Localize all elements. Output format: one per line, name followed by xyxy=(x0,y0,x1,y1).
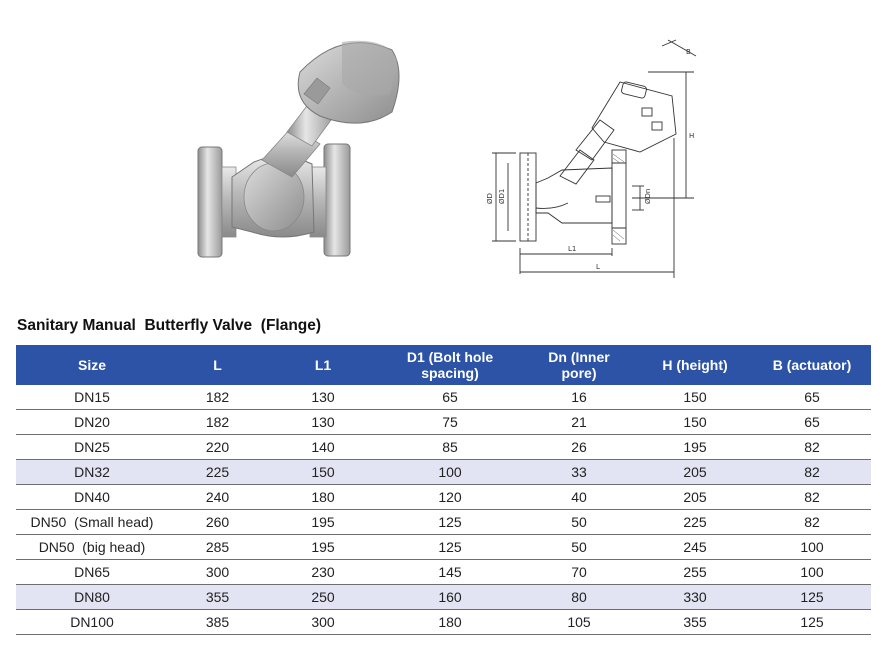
table-row xyxy=(16,610,871,635)
table-row xyxy=(16,410,871,435)
spec-table xyxy=(16,345,871,635)
table-row xyxy=(16,485,871,510)
cell-size: DN40 xyxy=(16,485,168,510)
table-row xyxy=(16,560,871,585)
table-title: Sanitary Manual Butterfly Valve (Flange) xyxy=(17,317,322,334)
cell-l: 385 xyxy=(168,610,267,635)
cell-size: DN50 (Small head) xyxy=(16,510,168,535)
cell-l: 285 xyxy=(168,535,267,560)
cell-size: DN50 (big head) xyxy=(16,535,168,560)
header-dn-line1: Dn (Inner xyxy=(548,349,610,365)
cell-l: 260 xyxy=(168,510,267,535)
cell-h: 150 xyxy=(637,385,753,410)
header-b: B (actuator) xyxy=(753,345,871,385)
cell-b: 125 xyxy=(753,585,871,610)
dim-label-b: B xyxy=(686,48,691,56)
cell-size: DN15 xyxy=(16,385,168,410)
cell-dn: 70 xyxy=(521,560,637,585)
table-row xyxy=(16,435,871,460)
cell-size: DN65 xyxy=(16,560,168,585)
cell-dn: 26 xyxy=(521,435,637,460)
cell-h: 255 xyxy=(637,560,753,585)
cell-size: DN25 xyxy=(16,435,168,460)
table-row xyxy=(16,385,871,410)
cell-h: 225 xyxy=(637,510,753,535)
cell-l1: 250 xyxy=(267,585,379,610)
table-row xyxy=(16,585,871,610)
cell-h: 245 xyxy=(637,535,753,560)
header-d1-line2: spacing) xyxy=(421,365,479,381)
cell-l: 300 xyxy=(168,560,267,585)
cell-d1: 75 xyxy=(379,410,521,435)
cell-h: 330 xyxy=(637,585,753,610)
valve-dimension-drawing xyxy=(472,38,707,278)
cell-b: 125 xyxy=(753,610,871,635)
dim-label-d1: ØD1 xyxy=(498,188,506,204)
header-dn-line2: pore) xyxy=(561,365,597,381)
cell-l1: 300 xyxy=(267,610,379,635)
cell-size: DN100 xyxy=(16,610,168,635)
header-l: L xyxy=(168,345,267,385)
header-size: Size xyxy=(16,345,168,385)
header-dn xyxy=(521,345,637,385)
cell-d1: 125 xyxy=(379,535,521,560)
cell-h: 205 xyxy=(637,460,753,485)
cell-b: 82 xyxy=(753,435,871,460)
cell-d1: 145 xyxy=(379,560,521,585)
dim-label-h: H xyxy=(689,132,695,140)
dim-label-d: ØD xyxy=(486,193,494,204)
valve-product-photo xyxy=(192,32,422,264)
cell-l1: 230 xyxy=(267,560,379,585)
cell-d1: 125 xyxy=(379,510,521,535)
header-h: H (height) xyxy=(637,345,753,385)
cell-b: 82 xyxy=(753,460,871,485)
cell-l1: 195 xyxy=(267,535,379,560)
dim-label-l: L xyxy=(596,263,600,271)
header-d1 xyxy=(379,345,521,385)
cell-dn: 80 xyxy=(521,585,637,610)
cell-d1: 100 xyxy=(379,460,521,485)
cell-l1: 130 xyxy=(267,385,379,410)
cell-l: 182 xyxy=(168,410,267,435)
header-d1-line1: D1 (Bolt hole xyxy=(406,349,494,365)
cell-l1: 195 xyxy=(267,510,379,535)
cell-l: 225 xyxy=(168,460,267,485)
cell-dn: 16 xyxy=(521,385,637,410)
cell-b: 65 xyxy=(753,410,871,435)
cell-dn: 33 xyxy=(521,460,637,485)
dim-label-dn: ØDn xyxy=(644,188,652,204)
cell-dn: 40 xyxy=(521,485,637,510)
cell-dn: 50 xyxy=(521,510,637,535)
cell-b: 100 xyxy=(753,560,871,585)
cell-dn: 21 xyxy=(521,410,637,435)
cell-d1: 85 xyxy=(379,435,521,460)
cell-b: 82 xyxy=(753,510,871,535)
cell-h: 355 xyxy=(637,610,753,635)
cell-h: 205 xyxy=(637,485,753,510)
cell-l1: 140 xyxy=(267,435,379,460)
cell-dn: 50 xyxy=(521,535,637,560)
cell-l1: 180 xyxy=(267,485,379,510)
cell-b: 100 xyxy=(753,535,871,560)
dim-label-l1: L1 xyxy=(568,245,577,253)
cell-b: 65 xyxy=(753,385,871,410)
cell-d1: 180 xyxy=(379,610,521,635)
cell-l: 355 xyxy=(168,585,267,610)
cell-b: 82 xyxy=(753,485,871,510)
cell-l1: 150 xyxy=(267,460,379,485)
cell-l: 220 xyxy=(168,435,267,460)
cell-h: 150 xyxy=(637,410,753,435)
cell-size: DN20 xyxy=(16,410,168,435)
cell-l: 240 xyxy=(168,485,267,510)
cell-d1: 160 xyxy=(379,585,521,610)
cell-l: 182 xyxy=(168,385,267,410)
cell-size: DN80 xyxy=(16,585,168,610)
header-l1: L1 xyxy=(267,345,379,385)
cell-d1: 65 xyxy=(379,385,521,410)
table-row xyxy=(16,460,871,485)
table-header-row xyxy=(16,345,871,385)
cell-h: 195 xyxy=(637,435,753,460)
cell-size: DN32 xyxy=(16,460,168,485)
cell-l1: 130 xyxy=(267,410,379,435)
cell-dn: 105 xyxy=(521,610,637,635)
cell-d1: 120 xyxy=(379,485,521,510)
table-row xyxy=(16,535,871,560)
table-row xyxy=(16,510,871,535)
